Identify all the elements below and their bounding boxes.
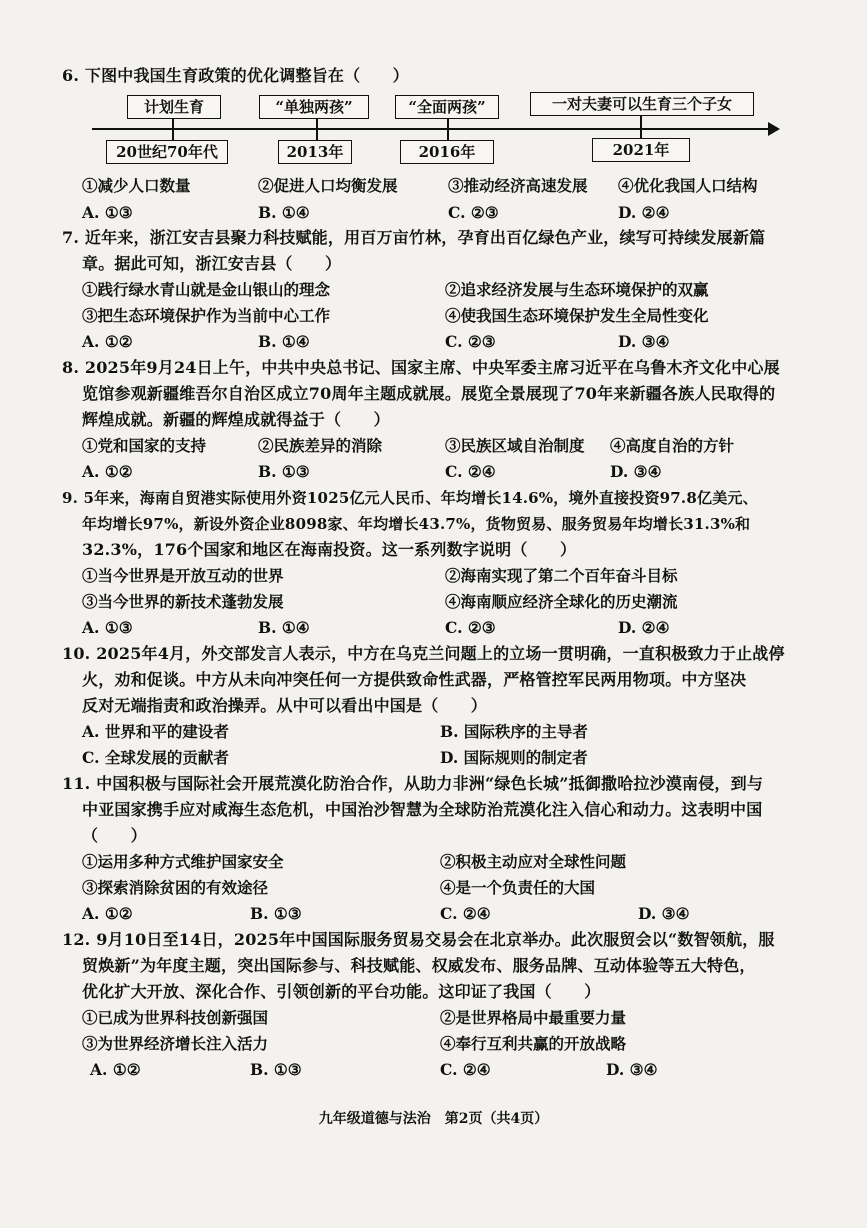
q8-item-1: ①党和国家的支持 (82, 436, 207, 455)
q6-item-4: ④优化我国人口结构 (618, 176, 758, 195)
q12-option-c[interactable]: C. ②④ (440, 1060, 491, 1079)
q9-item-3: ③当今世界的新技术蓬勃发展 (82, 592, 284, 611)
q11-stem-line-2: 中亚国家携手应对咸海生态危机，中国治沙智慧为全球防治荒漠化注入信心和动力。这表明中国 (82, 800, 763, 819)
timeline-year-2: 2013年 (278, 140, 352, 164)
q11-option-b[interactable]: B. ①③ (250, 904, 302, 923)
q6-option-c[interactable]: C. ②③ (448, 203, 499, 222)
q9-stem-line-1: 9. 5年来，海南自贸港实际使用外资1025亿元人民币、年均增长14.6%，境外直接投资97.8亿美元、 (62, 489, 758, 507)
q6-item-1: ①减少人口数量 (82, 176, 191, 195)
q6-option-d[interactable]: D. ②④ (618, 203, 670, 222)
q10-option-a[interactable]: A. 世界和平的建设者 (82, 722, 229, 741)
q9-option-a[interactable]: A. ①③ (82, 618, 133, 637)
q10-stem-line-3: 反对无端指责和政治操弄。从中可以看出中国是（ ） (82, 696, 488, 715)
q11-stem-line-1: 11. 中国积极与国际社会开展荒漠化防治合作，从助力非洲“绿色长城”抵御撒哈拉沙漠南侵，到与 (62, 774, 764, 793)
q12-item-4: ④奉行互利共赢的开放战略 (440, 1034, 627, 1053)
q6-option-a[interactable]: A. ①③ (82, 203, 133, 222)
q8-item-3: ③民族区域自治制度 (445, 436, 585, 455)
q7-option-a[interactable]: A. ①② (82, 332, 133, 351)
q8-option-d[interactable]: D. ③④ (610, 462, 662, 481)
q10-stem-line-2: 火，劝和促谈。中方从未向冲突任何一方提供致命性武器，严格管控军民两用物项。中方坚决 (82, 670, 747, 689)
q9-stem-line-3: 32.3%，176个国家和地区在海南投资。这一系列数字说明（ ） (82, 540, 577, 559)
page-footer: 九年级道德与法治 第2页（共4页） (318, 1111, 549, 1127)
q9-option-c[interactable]: C. ②③ (445, 618, 496, 637)
q11-item-4: ④是一个负责任的大国 (440, 878, 596, 897)
q12-option-b[interactable]: B. ①③ (250, 1060, 302, 1079)
q6-item-3: ③推动经济高速发展 (448, 176, 588, 195)
timeline-policy-3: “全面两孩” (395, 95, 499, 119)
q12-item-2: ②是世界格局中最重要力量 (440, 1008, 627, 1027)
timeline-axis (92, 128, 772, 130)
q7-item-4: ④使我国生态环境保护发生全局性变化 (445, 306, 709, 325)
q11-option-c[interactable]: C. ②④ (440, 904, 491, 923)
timeline-arrow-icon (768, 122, 780, 136)
q12-item-1: ①已成为世界科技创新强国 (82, 1008, 269, 1027)
q9-option-d[interactable]: D. ②④ (618, 618, 670, 637)
q7-item-2: ②追求经济发展与生态环境保护的双赢 (445, 280, 709, 299)
q10-option-d[interactable]: D. 国际规则的制定者 (440, 748, 588, 767)
timeline-tick (316, 115, 318, 142)
q8-stem-line-3: 辉煌成就。新疆的辉煌成就得益于（ ） (82, 410, 390, 429)
q7-option-b[interactable]: B. ①④ (258, 332, 310, 351)
timeline-year-4: 2021年 (592, 138, 690, 162)
q8-item-4: ④高度自治的方针 (610, 436, 735, 455)
q9-stem-line-2: 年均增长97%，新设外资企业8098家、年均增长43.7%，货物贸易、服务贸易年均增长31.3%和 (82, 515, 751, 533)
q11-item-3: ③探索消除贫困的有效途径 (82, 878, 269, 897)
q7-stem-line-1: 7. 近年来，浙江安吉县聚力科技赋能，用百万亩竹林，孕育出百亿绿色产业，续写可持续发展新篇 (62, 228, 766, 247)
q6-stem: 6. 下图中我国生育政策的优化调整旨在（ ） (62, 66, 409, 85)
q12-option-a[interactable]: A. ①② (90, 1060, 141, 1079)
q9-item-2: ②海南实现了第二个百年奋斗目标 (445, 566, 678, 585)
q7-item-1: ①践行绿水青山就是金山银山的理念 (82, 280, 331, 299)
q12-item-3: ③为世界经济增长注入活力 (82, 1034, 269, 1053)
q12-stem-line-2: 贸焕新”为年度主题，突出国际参与、科技赋能、权威发布、服务品牌、互动体验等五大特色， (82, 956, 756, 975)
timeline-policy-1: 计划生育 (127, 95, 221, 119)
q11-option-d[interactable]: D. ③④ (638, 904, 690, 923)
q7-option-c[interactable]: C. ②③ (445, 332, 496, 351)
timeline-policy-4: 一对夫妻可以生育三个子女 (530, 92, 754, 116)
q11-stem-line-3: （ ） (82, 826, 147, 845)
q10-option-c[interactable]: C. 全球发展的贡献者 (82, 748, 229, 767)
q8-stem-line-2: 览馆参观新疆维吾尔自治区成立70周年主题成就展。展览全景展现了70年来新疆各族人民取得的 (82, 384, 776, 403)
q8-stem-line-1: 8. 2025年9月24日上午，中共中央总书记、国家主席、中央军委主席习近平在乌鲁木齐文化中心展 (62, 358, 780, 377)
q8-item-2: ②民族差异的消除 (258, 436, 383, 455)
q7-stem-line-2: 章。据此可知，浙江安吉县（ ） (82, 254, 342, 273)
timeline-policy-2: “单独两孩” (259, 95, 369, 119)
q11-item-2: ②积极主动应对全球性问题 (440, 852, 627, 871)
timeline-year-1: 20世纪70年代 (106, 140, 228, 164)
q12-option-d[interactable]: D. ③④ (606, 1060, 658, 1079)
q8-option-a[interactable]: A. ①② (82, 462, 133, 481)
q7-option-d[interactable]: D. ③④ (618, 332, 670, 351)
q9-item-1: ①当今世界是开放互动的世界 (82, 566, 284, 585)
q9-item-4: ④海南顺应经济全球化的历史潮流 (445, 592, 678, 611)
q12-stem-line-3: 优化扩大开放、深化合作、引领创新的平台功能。这印证了我国（ ） (82, 982, 601, 1001)
q12-stem-line-1: 12. 9月10日至14日，2025年中国国际服务贸易交易会在北京举办。此次服贸会以“数智领航，服 (62, 930, 775, 949)
q11-item-1: ①运用多种方式维护国家安全 (82, 852, 284, 871)
q6-item-2: ②促进人口均衡发展 (258, 176, 398, 195)
q10-stem-line-1: 10. 2025年4月，外交部发言人表示，中方在乌克兰问题上的立场一贯明确，一直积极致力于止战停 (62, 644, 785, 663)
q7-item-3: ③把生态环境保护作为当前中心工作 (82, 306, 331, 325)
q11-option-a[interactable]: A. ①② (82, 904, 133, 923)
timeline-year-3: 2016年 (400, 140, 494, 164)
q8-option-c[interactable]: C. ②④ (445, 462, 496, 481)
q10-option-b[interactable]: B. 国际秩序的主导者 (440, 722, 588, 741)
timeline-tick (447, 115, 449, 142)
q8-option-b[interactable]: B. ①③ (258, 462, 310, 481)
timeline-tick (172, 115, 174, 142)
q9-option-b[interactable]: B. ①④ (258, 618, 310, 637)
q6-option-b[interactable]: B. ①④ (258, 203, 310, 222)
